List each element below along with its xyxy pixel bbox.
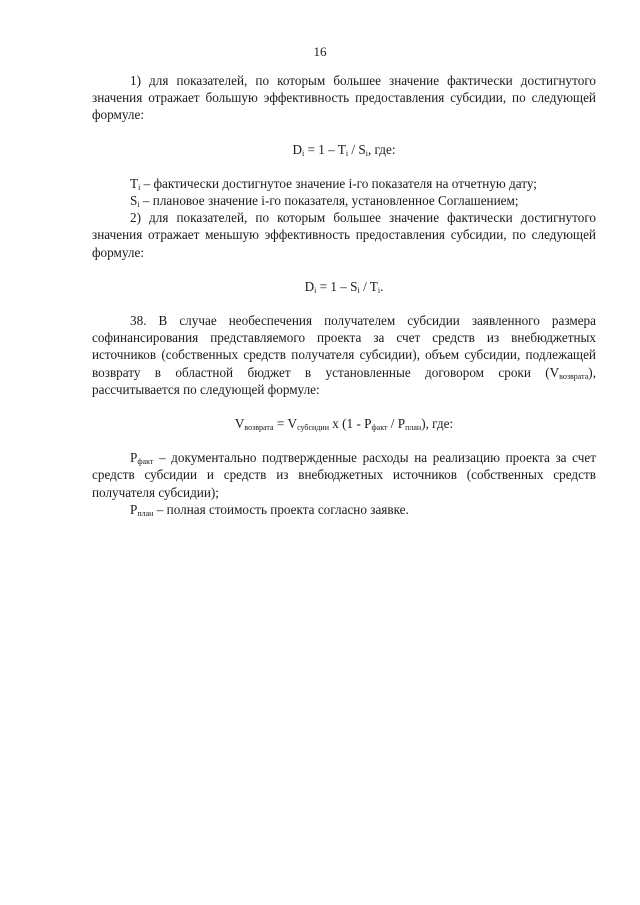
formula-di-1: $D_i = 1 - T_i / S_i$, где: [292,141,396,158]
definition-si: $S_i$ – плановое значение i-го показателя, установленное Соглашением; [130,193,519,210]
page-content [92,72,596,518]
paragraph-38: 38. В случае необеспечения получателем субсидии заявленного размера софинансирования представляемого проекта за счет средств из внебюджетных источников (собственных средств получателя субсидии), объем субсидии, подлежащей возврату в областной бюджет в установленные договором сроки $(V_{возврата})$, рассчитывается по следующей формуле: [92,313,596,397]
definition-p-fact: $P_{факт}$ – документально подтвержденные расходы на реализацию проекта за счет средств субсидии и средств из внебюджетных источников (собственных средств получателя субсидии); [92,450,596,500]
paragraph-item-2: 2) для показателей, по которым большее значение фактически достигнутого значения отражает меньшую эффективность предоставления субсидии, по следующей формуле: [92,210,596,260]
definition-ti: $T_i$ – фактически достигнутое значение i-го показателя на отчетную дату; [130,175,537,192]
formula-di-2: $D_i = 1 - S_i / T_i$. [304,278,384,295]
page-number: 16 [313,44,327,59]
paragraph-item-1: 1) для показателей, по которым большее значение фактически достигнутого значения отражает большую эффективность предоставления субсидии, по следующей формуле: [92,73,596,123]
definition-p-plan: $P_{план}$ – полная стоимость проекта согласно заявке. [130,501,409,518]
formula-v-return: $V_{возврата} = V_{субсидии}$ x $(1 - P_{факт} / P_{план})$, где: [234,416,454,433]
